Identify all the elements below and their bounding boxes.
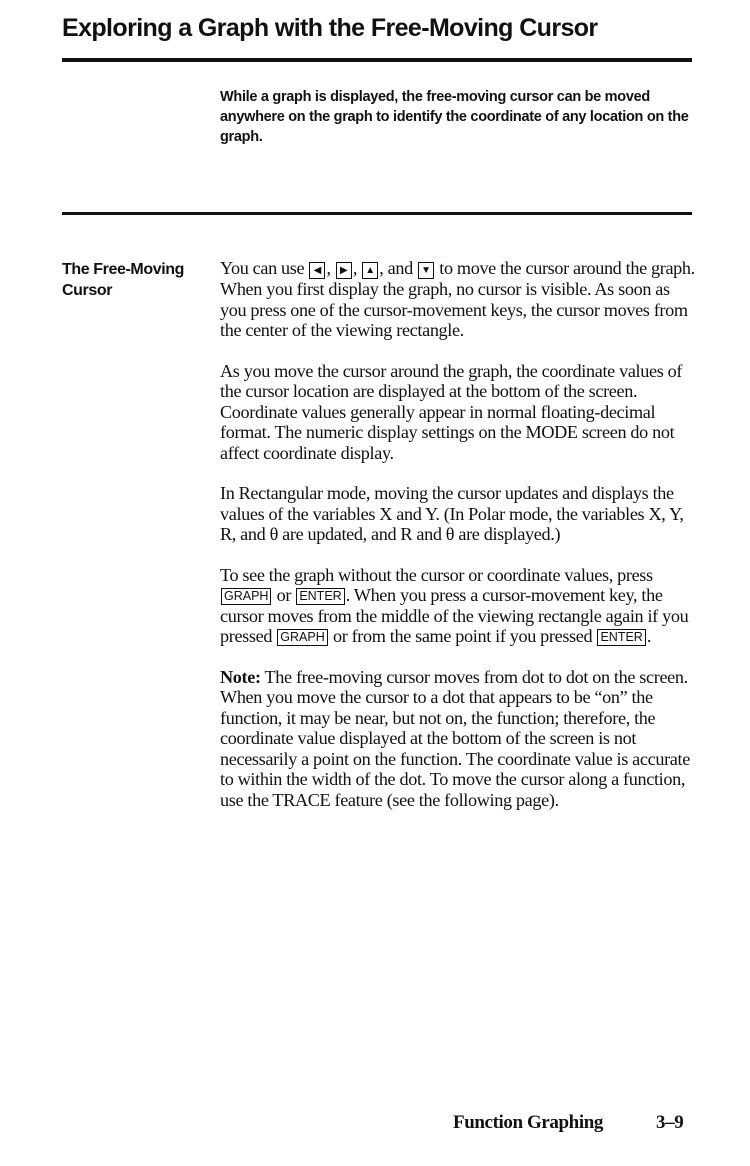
- intro-summary: While a graph is displayed, the free-moving cursor can be moved anywhere on the graph to identify the coordinate of any location on the graph.: [220, 89, 689, 145]
- text-run: .: [646, 626, 652, 646]
- page-number: 3–9: [656, 1112, 684, 1133]
- graph-key: GRAPH: [277, 629, 327, 646]
- paragraph-coordinate-display: As you move the cursor around the graph, the coordinate values of the cursor location are displayed at the bottom of the screen. Coordinate values generally appear in normal floating-decimal format. The numeric display settings on the MODE screen do not affect coordinate display.: [220, 360, 683, 463]
- paragraph-cursor-keys: [220, 258, 696, 341]
- note-text: The free-moving cursor moves from dot to dot on the screen. When you move the cursor to a dot that appears to be “on” the function, it may be near, but not on, the function; therefore, the coordinate value displayed at the bottom of the screen is not necessarily a point on the function. The coordinate value is accurate to within the width of the dot. To move the cursor along a function, use the TRACE feature (see the following page).: [220, 666, 690, 810]
- text-run: You can use: [220, 258, 309, 278]
- left-arrow-key-icon: ◀: [309, 262, 325, 279]
- text-run: or from the same point if you pressed: [328, 626, 597, 646]
- paragraph-rectangular-mode: In Rectangular mode, moving the cursor updates and displays the values of the variables X and Y. (In Polar mode, the variables X, Y, R, and θ are updated, and R and θ are displayed.): [220, 483, 684, 544]
- text-run: To see the graph without the cursor or coordinate values, press: [220, 564, 653, 585]
- up-arrow-key-icon: ▲: [362, 262, 378, 279]
- enter-key: ENTER: [296, 588, 344, 605]
- top-divider: [62, 58, 692, 62]
- text-run: to move the cursor around the graph. When you first display the graph, no cursor is visible. As soon as you press one of the cursor-movement keys, the cursor moves from the center of the viewing rectangle.: [220, 258, 695, 340]
- text-run: ,: [352, 258, 362, 278]
- note-label: Note:: [220, 666, 261, 687]
- page-title: Exploring a Graph with the Free-Moving Cursor: [62, 14, 598, 42]
- enter-key: ENTER: [597, 629, 645, 646]
- footer-chapter-title: Function Graphing: [453, 1112, 603, 1133]
- section-divider: [62, 212, 692, 215]
- note-paragraph: [220, 667, 696, 811]
- page-footer: [453, 1112, 684, 1134]
- text-run: , and: [379, 258, 418, 278]
- down-arrow-key-icon: ▼: [418, 262, 434, 279]
- text-run: . When you press a cursor-movement key, the cursor moves from the middle of the viewing rectangle again if you pressed: [220, 585, 689, 646]
- graph-key: GRAPH: [221, 588, 271, 605]
- section-body: [220, 258, 696, 830]
- section-heading: The Free-Moving Cursor: [62, 261, 185, 299]
- paragraph-graph-without-cursor: [220, 565, 696, 647]
- text-run: ,: [326, 258, 335, 278]
- right-arrow-key-icon: ▶: [336, 262, 352, 279]
- text-run: or: [272, 585, 296, 605]
